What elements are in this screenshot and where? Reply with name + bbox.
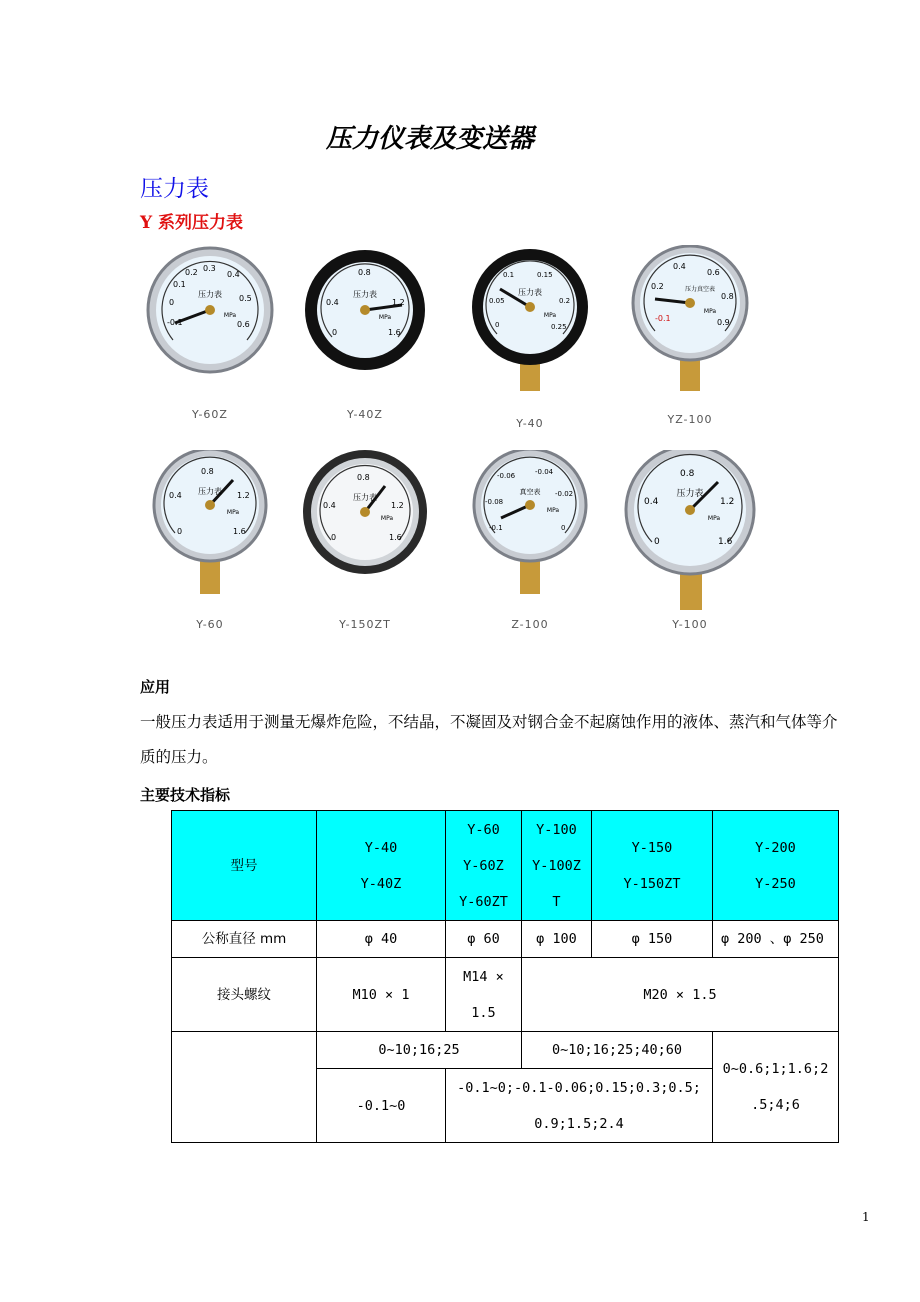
header-model-line: Y-100	[536, 821, 577, 838]
gauge-face-label: 真空表	[519, 488, 541, 496]
gauge-image	[465, 450, 595, 610]
spec-header-col	[317, 811, 446, 921]
gauge-model-caption: Y-150ZT	[339, 618, 391, 631]
range-cell: 0~10;16;25;40;60	[522, 1032, 713, 1069]
range-line: 0.9;1.5;2.4	[534, 1115, 624, 1132]
header-model-line: Y-40	[364, 839, 398, 856]
gauge-scale-label: 0.8	[358, 268, 371, 277]
gauge-scale-label: 0.15	[537, 271, 553, 279]
gauge-model-caption: Y-60Z	[192, 408, 228, 421]
spec-row-range-1	[172, 1032, 839, 1069]
thread-cell: M10 × 1	[317, 958, 446, 1032]
gauge-scale-label: 0.2	[559, 297, 571, 305]
gauge-image	[465, 245, 595, 405]
range-cell	[446, 1069, 713, 1143]
range-line: 0~0.6;1;1.6;2	[722, 1061, 829, 1077]
gauge-unit: MPa	[546, 507, 560, 514]
gauge-item	[615, 450, 765, 640]
gauge-photo-grid	[135, 245, 765, 640]
gauge-image	[620, 450, 760, 620]
spec-header-col	[522, 811, 592, 921]
gauge-scale-label: 0.4	[326, 298, 339, 307]
gauge-unit: MPa	[378, 314, 392, 321]
range-cell	[713, 1032, 839, 1143]
gauge-scale-label: 0.8	[357, 473, 370, 482]
gauge-unit: MPa	[543, 312, 557, 319]
gauge-scale-label: 0.1	[173, 280, 186, 289]
gauge-scale-label: 1.6	[233, 527, 246, 536]
gauge-item	[615, 245, 765, 435]
application-heading: 应用	[140, 678, 171, 696]
gauge-unit: MPa	[703, 308, 717, 315]
thread-cell	[446, 958, 522, 1032]
gauge-scale-label: 0	[495, 321, 500, 329]
gauge-scale-label: 0.4	[673, 262, 686, 271]
gauge-scale-label: 0.4	[323, 501, 336, 510]
gauge-model-caption: Y-60	[196, 618, 224, 631]
gauge-model-caption: YZ-100	[667, 413, 713, 426]
gauge-scale-label: 0	[177, 527, 183, 536]
gauge-image	[145, 245, 275, 375]
gauge-scale-label: 0.9	[717, 318, 730, 327]
subsection-heading-y-series: Y 系列压力表	[140, 213, 244, 233]
gauge-scale-label: 1.2	[391, 501, 404, 510]
gauge-scale-label: 0	[169, 298, 175, 307]
spec-table	[171, 810, 839, 1143]
gauge-model-caption: Y-40	[516, 417, 544, 430]
gauge-model-caption: Y-40Z	[347, 408, 383, 421]
gauge-unit: MPa	[226, 509, 240, 516]
gauge-item	[455, 245, 605, 435]
header-model-line: T	[552, 893, 561, 910]
diameter-label: 公称直径 mm	[172, 921, 317, 958]
gauge-scale-label: 0.2	[185, 268, 198, 277]
application-line-2: 质的压力。	[140, 748, 218, 766]
gauge-scale-label: 1.2	[720, 497, 735, 507]
header-model-line: Y-100Z	[532, 857, 581, 874]
spec-header-col	[592, 811, 713, 921]
gauge-scale-label: 0.4	[644, 497, 659, 507]
gauge-scale-label: 1.2	[237, 491, 250, 500]
diameter-cell: φ 100	[522, 921, 592, 958]
thread-line: M14 ×	[463, 968, 504, 985]
gauge-scale-label: -0.1	[167, 318, 183, 327]
diameter-cell: φ 40	[317, 921, 446, 958]
gauge-scale-label: 0	[331, 533, 337, 542]
spec-row-thread	[172, 958, 839, 1032]
range-line: -0.1~0;-0.1-0.06;0.15;0.3;0.5;	[457, 1079, 701, 1096]
gauge-scale-label: 0.1	[503, 271, 515, 279]
gauge-scale-label: 0	[332, 328, 338, 337]
spec-header-col	[446, 811, 522, 921]
gauge-scale-label: 0.8	[201, 467, 214, 476]
thread-line: 1.5	[471, 1004, 496, 1021]
gauge-scale-label: 1.2	[392, 298, 405, 307]
application-line-1: 一般压力表适用于测量无爆炸危险，不结晶，不凝固及对钢合金不起腐蚀作用的液体、蒸汽和气体等介	[140, 713, 838, 731]
diameter-cell: φ 200 、φ 250	[713, 921, 839, 958]
gauge-item	[290, 450, 440, 640]
thread-label: 接头螺纹	[172, 958, 317, 1032]
spec-row-diameter	[172, 921, 839, 958]
gauge-scale-label: 0.4	[227, 270, 240, 279]
gauge-model-caption: Y-100	[672, 618, 708, 631]
gauge-scale-label: -0.04	[535, 468, 554, 476]
gauge-scale-label: 0.3	[203, 264, 216, 273]
gauge-face-label: 压力表	[198, 290, 222, 299]
range-cell: -0.1~0	[317, 1069, 446, 1143]
gauge-scale-label: 0.05	[489, 297, 505, 305]
header-model-line: Y-200	[755, 839, 796, 856]
gauge-scale-label: 0	[561, 524, 566, 532]
diameter-cell: φ 150	[592, 921, 713, 958]
gauge-scale-label: 0.6	[707, 268, 720, 277]
diameter-cell: φ 60	[446, 921, 522, 958]
spec-header-col	[713, 811, 839, 921]
gauge-scale-label: 0.6	[237, 320, 250, 329]
gauge-face-label: 压力表	[198, 487, 222, 496]
range-cell: 0~10;16;25	[317, 1032, 522, 1069]
gauge-scale-label: 1.6	[388, 328, 401, 337]
specs-heading: 主要技术指标	[140, 786, 231, 804]
gauge-face-label: 压力表	[518, 288, 542, 297]
document-title: 压力仪表及变送器	[325, 124, 534, 154]
header-model-line: Y-60Z	[463, 857, 504, 874]
gauge-scale-label: 1.6	[718, 537, 733, 547]
gauge-unit: MPa	[380, 515, 394, 522]
page-number: 1	[862, 1210, 870, 1224]
gauge-scale-label: -0.08	[485, 498, 504, 506]
gauge-face-label: 压力表	[353, 493, 377, 502]
gauge-face-label: 压力表	[353, 290, 377, 299]
header-model-line: Y-40Z	[360, 875, 402, 892]
gauge-scale-label: 0	[654, 537, 660, 547]
range-label	[172, 1032, 317, 1143]
gauge-scale-label: 0.4	[169, 491, 182, 500]
gauge-unit: MPa	[707, 515, 721, 522]
gauge-scale-label: 0.8	[680, 469, 695, 479]
gauge-unit: MPa	[223, 312, 237, 319]
gauge-image	[145, 450, 275, 610]
application-paragraph	[140, 705, 875, 775]
gauge-item	[135, 245, 285, 435]
gauge-model-caption: Z-100	[511, 618, 549, 631]
gauge-face-label: 压力表	[676, 489, 704, 499]
gauge-scale-label: 0.2	[651, 282, 664, 291]
gauge-item	[290, 245, 440, 435]
header-model-line: Y-60ZT	[459, 893, 508, 910]
header-model-line: Y-150	[631, 839, 673, 856]
gauge-scale-label: 0.8	[721, 292, 734, 301]
header-model-line: Y-250	[755, 875, 796, 892]
range-line: .5;4;6	[751, 1097, 800, 1113]
gauge-image	[625, 245, 755, 405]
gauge-item	[455, 450, 605, 640]
header-model-line: Y-150ZT	[623, 875, 681, 892]
gauge-scale-label: -0.06	[497, 472, 516, 480]
gauge-face-label: 压力真空表	[684, 286, 716, 293]
gauge-image	[295, 450, 435, 580]
gauge-scale-label: 0.25	[551, 323, 567, 331]
gauge-item	[135, 450, 285, 640]
gauge-image	[300, 245, 430, 375]
spec-header-row	[172, 811, 839, 921]
gauge-scale-label: 1.6	[389, 533, 402, 542]
thread-cell: M20 × 1.5	[522, 958, 839, 1032]
header-model-line: Y-60	[467, 821, 500, 838]
gauge-scale-label: 0.5	[239, 294, 252, 303]
spec-header-model: 型号	[172, 811, 317, 921]
section-heading-pressure-gauge: 压力表	[140, 176, 209, 202]
gauge-scale-label: -0.1	[655, 314, 671, 323]
gauge-scale-label: -0.02	[555, 490, 574, 498]
gauge-scale-label: -0.1	[489, 524, 503, 532]
